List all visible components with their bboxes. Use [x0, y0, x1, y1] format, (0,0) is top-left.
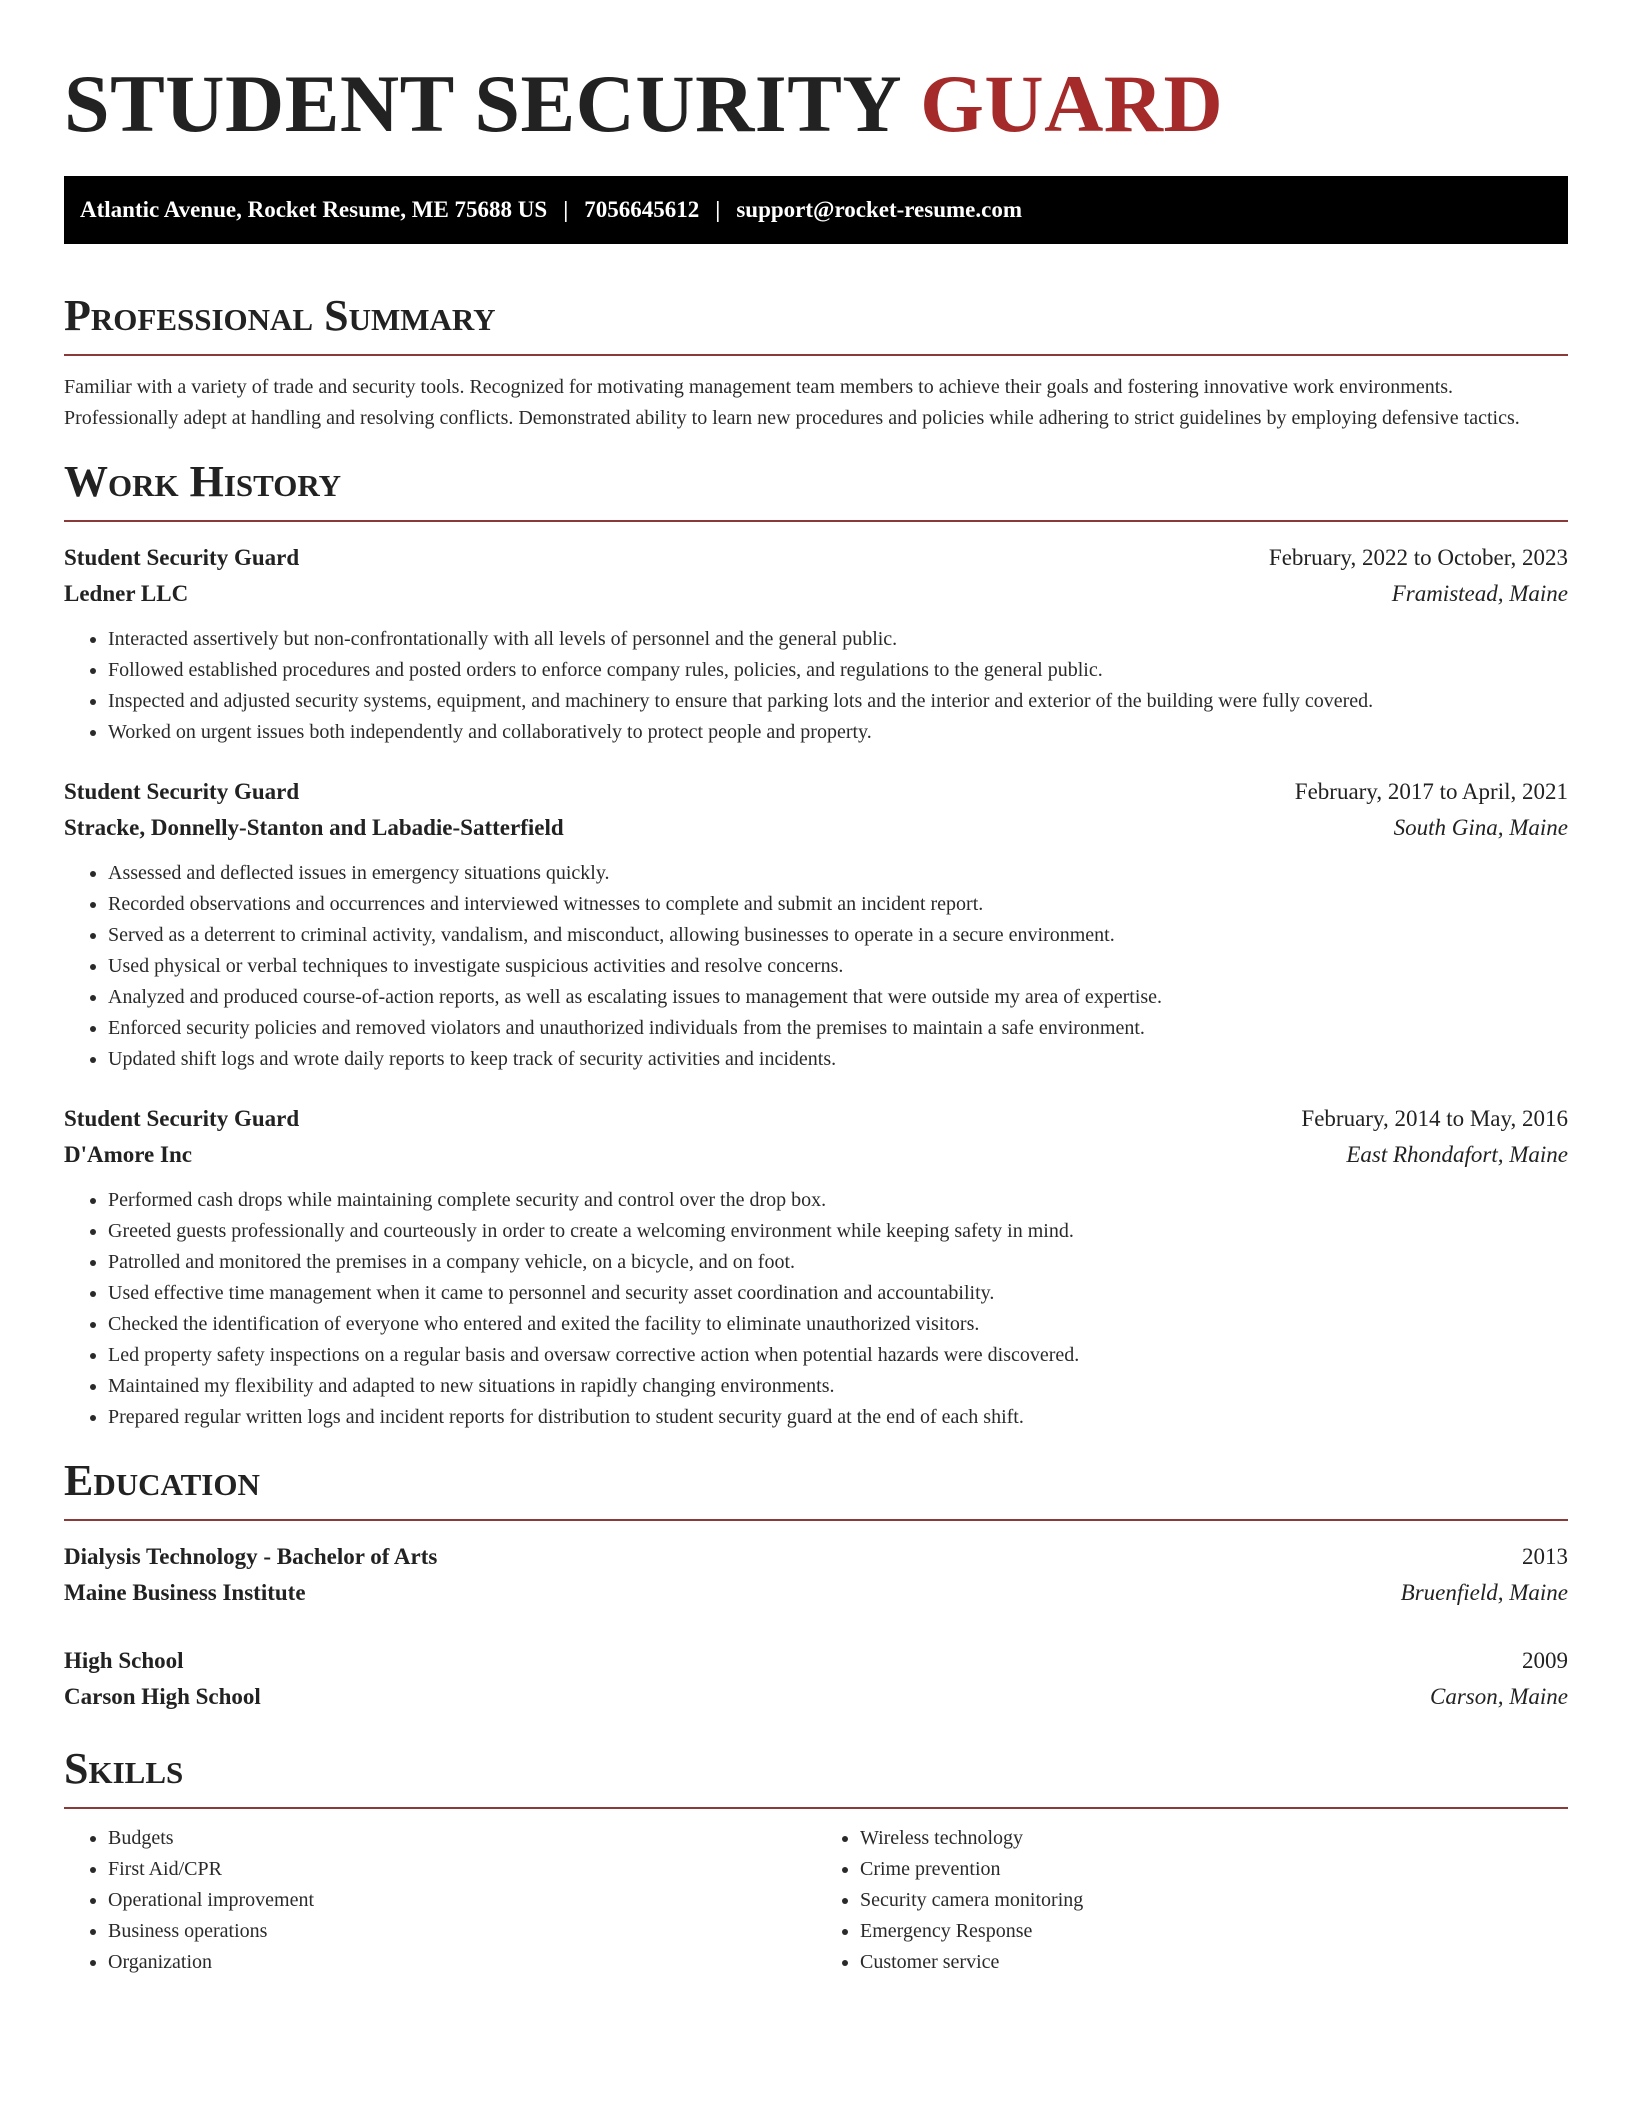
section-title-skills: Skills [64, 1744, 184, 1793]
section-title-education: Education [64, 1456, 260, 1505]
list-item: • Worked on urgent issues both independently and collaboratively to protect people and property. [108, 717, 1568, 748]
job-bullets [64, 858, 1568, 1075]
contact-email: support@rocket-resume.com [736, 197, 1022, 222]
job-header-row [64, 540, 1568, 576]
job-header-row [64, 1101, 1568, 1137]
skill-item: • Business operations [108, 1916, 816, 1947]
job-dates: February, 2017 to April, 2021 [1294, 779, 1568, 804]
education-entry [64, 1643, 1568, 1715]
list-item: • Maintained my flexibility and adapted to new situations in rapidly changing environments. [108, 1371, 1568, 1402]
job-company: Stracke, Donnelly-Stanton and Labadie-Satterfield [64, 815, 564, 840]
education-school-row [64, 1679, 1568, 1715]
list-item: • Updated shift logs and wrote daily reports to keep track of security activities and incidents. [108, 1044, 1568, 1075]
list-item: • Interacted assertively but non-confrontationally with all levels of personnel and the general public. [108, 624, 1568, 655]
education-degree: Dialysis Technology - Bachelor of Arts [64, 1544, 438, 1569]
list-item: • Prepared regular written logs and incident reports for distribution to student security guard at the end of each shift. [108, 1402, 1568, 1433]
skill-item: • Operational improvement [108, 1885, 816, 1916]
skill-item: • Organization [108, 1947, 816, 1978]
job-bullets [64, 624, 1568, 748]
section-divider [64, 354, 1568, 356]
job-entry [64, 540, 1568, 748]
job-company-row [64, 576, 1568, 612]
job-entry [64, 774, 1568, 1075]
name-main: STUDENT SECURITY [64, 58, 921, 149]
list-item: • Greeted guests professionally and courteously in order to create a welcoming environment while keeping safety in mind. [108, 1216, 1568, 1247]
education-year: 2013 [1522, 1544, 1568, 1569]
skill-item: • Customer service [860, 1947, 1568, 1978]
job-role: Student Security Guard [64, 779, 300, 804]
list-item: • Patrolled and monitored the premises in a company vehicle, on a bicycle, and on foot. [108, 1247, 1568, 1278]
contact-bar [64, 176, 1568, 244]
summary-section [64, 290, 1568, 434]
skills-list-right [816, 1823, 1568, 1978]
list-item: • Used physical or verbal techniques to investigate suspicious activities and resolve concerns. [108, 951, 1568, 982]
job-location: Framistead, Maine [1391, 581, 1568, 606]
education-school-row [64, 1575, 1568, 1611]
job-location: East Rhondafort, Maine [1346, 1142, 1568, 1167]
list-item: • Recorded observations and occurrences and interviewed witnesses to complete and submit an incident report. [108, 889, 1568, 920]
section-divider [64, 1807, 1568, 1809]
job-location: South Gina, Maine [1393, 815, 1568, 840]
contact-phone: 7056645612 [584, 197, 700, 222]
job-role: Student Security Guard [64, 545, 300, 570]
skill-item: • Wireless technology [860, 1823, 1568, 1854]
education-year: 2009 [1522, 1648, 1568, 1673]
section-title-work: Work History [64, 457, 342, 506]
summary-text: Familiar with a variety of trade and security tools. Recognized for motivating management team members to achieve their goals and fostering innovative work environments. Professionally adept at handling and resolving conflicts. Demonstrated ability to learn new procedures and policies while adhering to strict guidelines by employing defensive tactics. [64, 376, 1520, 429]
list-item: • Checked the identification of everyone who entered and exited the facility to eliminate unauthorized visitors. [108, 1309, 1568, 1340]
section-divider [64, 1519, 1568, 1521]
contact-address: Atlantic Avenue, Rocket Resume, ME 75688 US [80, 197, 548, 222]
name-accent: GUARD [920, 58, 1224, 149]
skills-list-left [64, 1823, 816, 1978]
education-location: Carson, Maine [1430, 1684, 1568, 1709]
education-entry [64, 1539, 1568, 1611]
education-header-row [64, 1643, 1568, 1679]
skills-grid [64, 1823, 1568, 1978]
contact-separator: | [563, 197, 569, 222]
education-school: Maine Business Institute [64, 1580, 306, 1605]
list-item: • Followed established procedures and posted orders to enforce company rules, policies, and regulations to the general public. [108, 655, 1568, 686]
education-school: Carson High School [64, 1684, 261, 1709]
list-item: • Led property safety inspections on a regular basis and oversaw corrective action when potential hazards were discovered. [108, 1340, 1568, 1371]
list-item: • Analyzed and produced course-of-action reports, as well as escalating issues to management that were outside my area of expertise. [108, 982, 1568, 1013]
skill-item: • Budgets [108, 1823, 816, 1854]
list-item: • Served as a deterrent to criminal activity, vandalism, and misconduct, allowing businesses to operate in a secure environment. [108, 920, 1568, 951]
resume-name [64, 0, 1568, 152]
job-bullets [64, 1185, 1568, 1433]
skill-item: • Security camera monitoring [860, 1885, 1568, 1916]
education-header-row [64, 1539, 1568, 1575]
education-degree: High School [64, 1648, 184, 1673]
skill-item: • First Aid/CPR [108, 1854, 816, 1885]
section-title-summary: Professional Summary [64, 291, 496, 340]
job-entry [64, 1101, 1568, 1433]
list-item: • Enforced security policies and removed violators and unauthorized individuals from the premises to maintain a safe environment. [108, 1013, 1568, 1044]
skill-item: • Crime prevention [860, 1854, 1568, 1885]
list-item: • Performed cash drops while maintaining complete security and control over the drop box. [108, 1185, 1568, 1216]
job-dates: February, 2014 to May, 2016 [1301, 1106, 1568, 1131]
job-header-row [64, 774, 1568, 810]
job-company-row [64, 1137, 1568, 1173]
list-item: • Assessed and deflected issues in emergency situations quickly. [108, 858, 1568, 889]
job-company: Ledner LLC [64, 581, 189, 606]
skill-item: • Emergency Response [860, 1916, 1568, 1947]
section-divider [64, 520, 1568, 522]
list-item: • Inspected and adjusted security systems, equipment, and machinery to ensure that parking lots and the interior and exterior of the building were fully covered. [108, 686, 1568, 717]
job-dates: February, 2022 to October, 2023 [1268, 545, 1568, 570]
list-item: • Used effective time management when it came to personnel and security asset coordination and accountability. [108, 1278, 1568, 1309]
contact-separator: | [715, 197, 721, 222]
education-section [64, 1455, 1568, 1715]
skills-section [64, 1743, 1568, 1978]
work-section [64, 456, 1568, 1433]
job-company-row [64, 810, 1568, 846]
education-location: Bruenfield, Maine [1400, 1580, 1568, 1605]
job-role: Student Security Guard [64, 1106, 300, 1131]
job-company: D'Amore Inc [64, 1142, 192, 1167]
